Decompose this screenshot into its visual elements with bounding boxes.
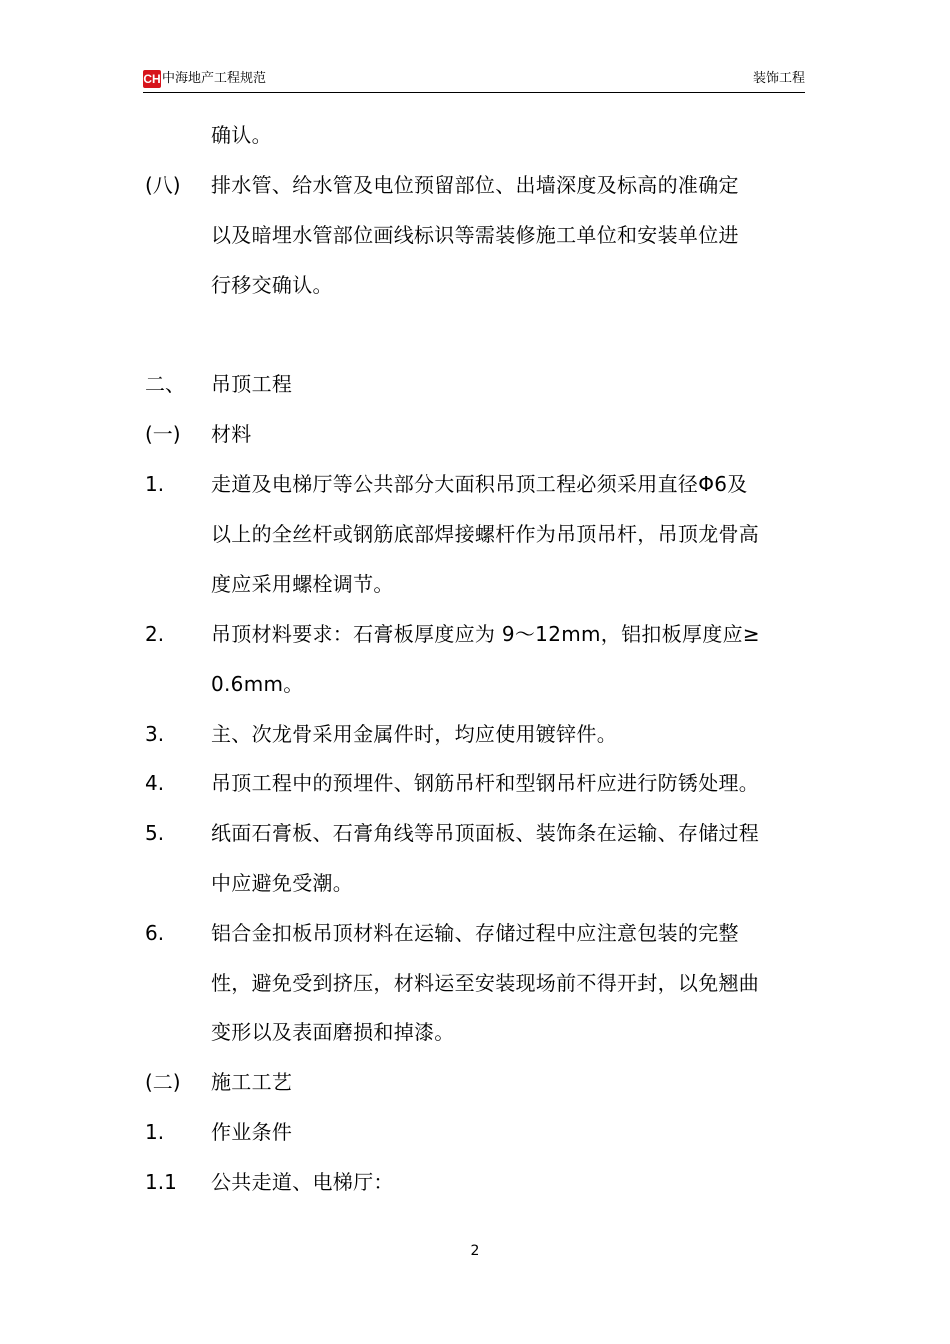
- item-number: 5.: [145, 821, 165, 845]
- section-title: 吊顶工程: [211, 372, 293, 396]
- body-line: 作业条件: [211, 1120, 293, 1144]
- body-line: 以及暗埋水管部位画线标识等需装修施工单位和安装单位进: [211, 223, 739, 247]
- body-line: 走道及电梯厅等公共部分大面积吊顶工程必须采用直径Φ6及: [211, 472, 748, 496]
- section-number: 二、: [145, 372, 185, 396]
- body-line: 行移交确认。: [211, 273, 333, 297]
- subsection-number: (二): [145, 1070, 181, 1094]
- body-line: 吊顶材料要求：石膏板厚度应为 9～12mm，铝扣板厚度应≥: [211, 622, 760, 646]
- item-number: 1.: [145, 1120, 165, 1144]
- item-number: 4.: [145, 771, 165, 795]
- body-line: 中应避免受潮。: [211, 871, 354, 895]
- body-line: 吊顶工程中的预埋件、钢筋吊杆和型钢吊杆应进行防锈处理。: [211, 771, 760, 795]
- item-number: (八): [145, 173, 181, 197]
- item-number: 1.1: [145, 1170, 177, 1194]
- body-line: 以上的全丝杆或钢筋底部焊接螺杆作为吊顶吊杆，吊顶龙骨高: [211, 522, 760, 546]
- subsection-title: 施工工艺: [211, 1070, 293, 1094]
- body-line: 主、次龙骨采用金属件时，均应使用镀锌件。: [211, 722, 617, 746]
- subsection-number: (一): [145, 422, 181, 446]
- logo-mark-icon: CH: [143, 72, 161, 86]
- logo-text: 中海地产工程规范: [162, 71, 267, 86]
- body-line: 铝合金扣板吊顶材料在运输、存储过程中应注意包装的完整: [211, 921, 739, 945]
- item-number: 1.: [145, 472, 165, 496]
- body-line: 0.6mm。: [211, 672, 304, 696]
- header-section-title: 装饰工程: [752, 71, 805, 86]
- page-number: 2: [470, 1243, 480, 1259]
- body-line: 纸面石膏板、石膏角线等吊顶面板、装饰条在运输、存储过程: [211, 821, 760, 845]
- body-line: 度应采用螺栓调节。: [211, 572, 394, 596]
- subsection-title: 材料: [211, 422, 252, 446]
- body-line: 确认。: [211, 123, 272, 147]
- company-logo: [143, 70, 266, 88]
- item-number: 6.: [145, 921, 165, 945]
- body-line: 性，避免受到挤压，材料运至安装现场前不得开封，以免翘曲: [211, 971, 760, 995]
- body-line: 公共走道、电梯厅：: [211, 1170, 394, 1194]
- item-number: 2.: [145, 622, 165, 646]
- body-line: 变形以及表面磨损和掉漆。: [211, 1020, 455, 1044]
- item-number: 3.: [145, 722, 165, 746]
- body-line: 排水管、给水管及电位预留部位、出墙深度及标高的准确定: [211, 173, 739, 197]
- page-header: [143, 68, 805, 93]
